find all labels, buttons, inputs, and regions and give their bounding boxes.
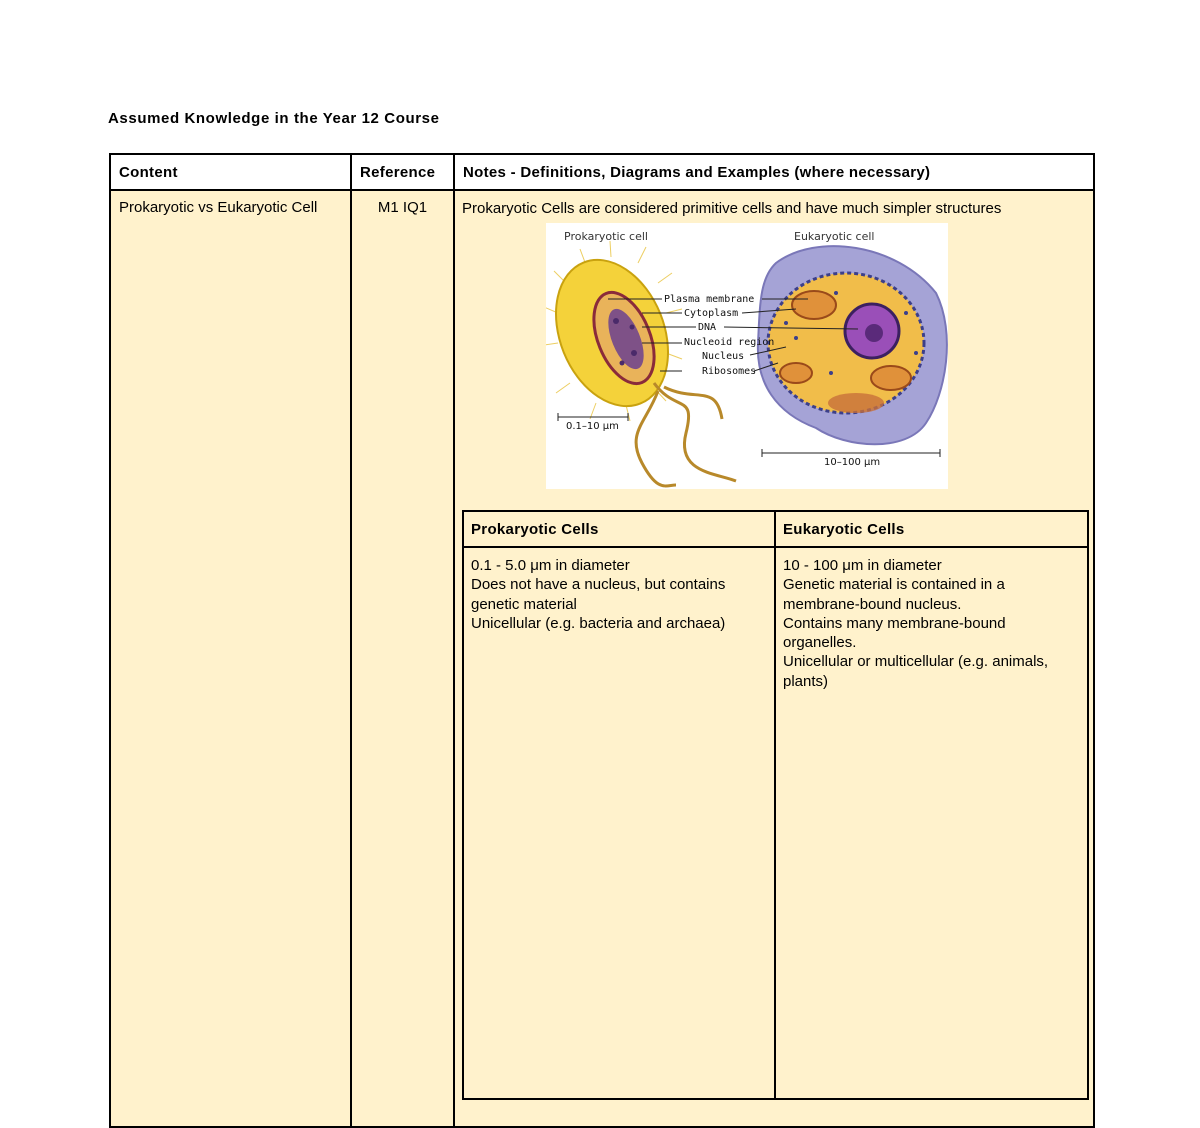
content-cell	[110, 190, 351, 1127]
prokaryotic-line: Does not have a nucleus, but contains	[471, 576, 726, 594]
eukaryotic-details	[775, 547, 1088, 1099]
document-title: Assumed Knowledge in the Year 12 Course	[108, 110, 440, 127]
eukaryotic-line: organelles.	[783, 634, 857, 652]
prokaryotic-line: Unicellular (e.g. bacteria and archaea)	[471, 614, 726, 632]
label-nucleus: Nucleus	[702, 351, 745, 362]
eukaryote-illustration	[758, 246, 947, 444]
prokaryote-title: Prokaryotic cell	[564, 230, 648, 243]
header-content: Content	[110, 154, 351, 190]
prokaryotic-details	[463, 547, 775, 1099]
notes-intro: Prokaryotic Cells are considered primitive cells and have much simpler structures	[462, 200, 1002, 217]
header-row	[110, 154, 1094, 190]
eukaryote-title: Eukaryotic cell	[794, 230, 875, 243]
header-notes: Notes - Definitions, Diagrams and Examples (where necessary)	[454, 154, 1094, 190]
cell-comparison-diagram	[546, 223, 948, 489]
eukaryotic-line: Contains many membrane-bound	[783, 614, 1006, 632]
prokaryote-scale: 0.1–10 μm	[566, 421, 619, 432]
label-plasma-membrane: Plasma membrane	[664, 294, 755, 305]
label-dna: DNA	[698, 322, 717, 333]
header-prokaryotic: Prokaryotic Cells	[463, 511, 775, 547]
reference-cell	[351, 190, 454, 1127]
label-ribosomes: Ribosomes	[702, 366, 757, 377]
eukaryotic-line: plants)	[783, 672, 829, 690]
prokaryotic-line: genetic material	[471, 595, 577, 613]
eukaryote-scale: 10–100 μm	[824, 457, 881, 468]
header-eukaryotic: Eukaryotic Cells	[775, 511, 1088, 547]
table-row	[110, 190, 1094, 1127]
comparison-header-row	[463, 511, 1088, 547]
eukaryotic-line: 10 - 100 μm in diameter	[783, 557, 942, 574]
prokaryote-illustration	[546, 241, 739, 486]
eukaryotic-line: membrane-bound nucleus.	[783, 595, 962, 613]
eukaryotic-line: Unicellular or multicellular (e.g. animals,	[783, 653, 1049, 671]
prokaryotic-line: 0.1 - 5.0 μm in diameter	[471, 557, 630, 574]
notes-cell	[454, 190, 1094, 1127]
comparison-row	[463, 547, 1088, 1099]
eukaryotic-line: Genetic material is contained in a	[783, 576, 1005, 594]
header-reference: Reference	[351, 154, 454, 190]
comparison-table	[462, 510, 1089, 1100]
label-nucleoid-region: Nucleoid region	[684, 337, 775, 348]
label-cytoplasm: Cytoplasm	[684, 308, 739, 319]
reference-text: M1 IQ1	[377, 199, 428, 216]
assumed-knowledge-table	[109, 153, 1095, 1128]
content-text: Prokaryotic vs Eukaryotic Cell	[119, 199, 318, 216]
